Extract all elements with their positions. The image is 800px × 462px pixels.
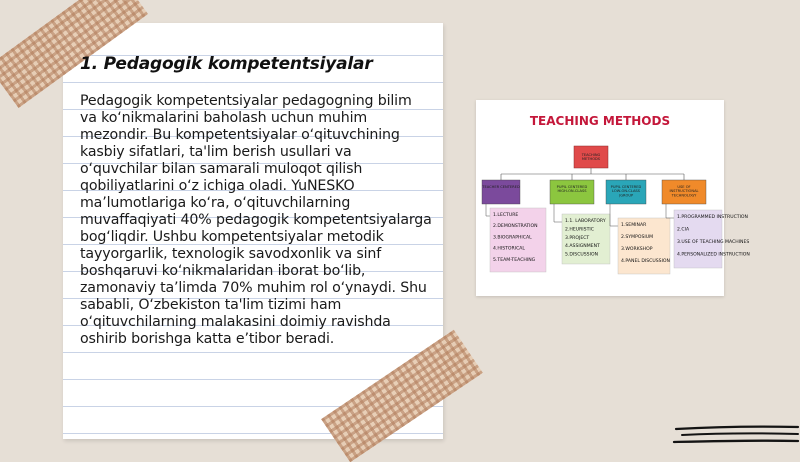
category-item: 4.ASSIGNMENT	[565, 244, 600, 250]
section-heading: 1. Pedagogik kompetentsiyalar	[80, 54, 373, 74]
section-paragraph: Pedagogik kompetentsiyalar pedagogning bilim va ko‘nikmalarini baholash uchun muhim mezondir. Bu kompetentsiyalar o‘qituvchining kasbiy sifatlari, ta'lim berish usullari va o‘quvchilar bilan samarali muloqot qilish qobiliyatlarini o‘z ichiga oladi. YuNESKO ma’lumotlariga ko‘ra, o‘qituvchilarning muvaffaqiyati 40% pedagogik kompetentsiyalarga bog‘liqdir. Ushbu kompetentsiyalar metodik tayyorgarlik, texnologik savodxonlik va sinf boshqaruvi ko‘nikmalaridan iborat bo‘lib, zamonaviy ta’limda 70% muhim rol o‘ynaydi. Shu sababli, O‘zbekiston ta'lim tizimi ham o‘qituvchilarning malakasini doimiy ravishda oshirib borishga katta e’tibor beradi.	[80, 93, 432, 347]
category-item: 4.PERSONALIZED INSTRUCTION	[677, 252, 750, 258]
category-node-label: TEACHER CENTERED	[482, 185, 520, 189]
teaching-methods-figure	[476, 100, 750, 296]
category-item: 1.1. LABORATORY	[565, 219, 606, 224]
category-item: 2.DEMONSTRATION	[493, 224, 538, 230]
category-item: 1.SEMINAR	[621, 223, 647, 228]
category-item: 1.LECTURE	[493, 213, 519, 218]
category-node-label: PUPIL CENTERED HIGH-ON-CLASS	[556, 185, 588, 194]
category-item: 4.HISTORICAL	[493, 246, 525, 252]
decorative-strokes	[672, 418, 800, 450]
category-node-label: USE OF INSTRUCTIONAL TECHNOLOGY	[669, 185, 699, 198]
category-item: 2.CIA	[677, 227, 690, 233]
figure-title: TEACHING METHODS	[529, 114, 671, 128]
category-item: 3.USE OF TEACHING MACHINES	[677, 240, 750, 245]
root-node-label: TEACHING METHODS	[581, 153, 601, 162]
category-item: 5.TEAM-TEACHING	[493, 257, 536, 263]
category-item: 4.PANEL DISCUSSION	[621, 259, 670, 264]
category-node-label: PUPIL CENTERED LOW-ON-CLASS (GROUP	[610, 185, 642, 198]
teaching-methods-diagram	[476, 100, 750, 296]
category-item: 2.SYMPOSIUM	[621, 235, 654, 240]
category-item: 3.WORKSHOP	[621, 247, 653, 252]
category-item: 3.PROJECT	[565, 235, 590, 241]
category-item: 5.DISCUSSION	[565, 252, 598, 258]
category-node	[482, 180, 520, 204]
category-item: 1.PROGRAMMED INSTRUCTION	[677, 215, 748, 220]
category-item: 2.HEURISTIC	[565, 227, 594, 233]
category-item: 3.BIOGRAPHICAL	[493, 235, 532, 241]
